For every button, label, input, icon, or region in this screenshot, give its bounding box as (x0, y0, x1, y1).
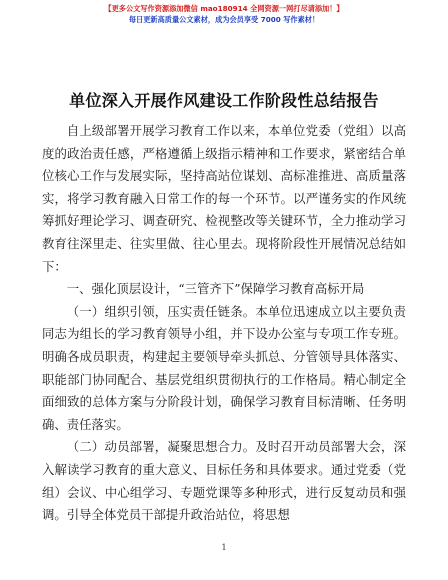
header-promo-line-2: 每日更新高质量公文素材，成为会员享受 7000 写作素材！ (128, 15, 320, 24)
header-banner (0, 3, 448, 25)
section-heading-1: 一、强化顶层设计，“三管齐下”保障学习教育高标开局 (66, 281, 365, 297)
header-promo-line-1: 【更多公文写作资源添加微信 mao180914 全网资源一网打尽请添加！】 (104, 4, 344, 13)
document-title: 单位深入开展作风建设工作阶段性总结报告 (69, 91, 379, 110)
paragraph-mobilization: （二）动员部署，凝聚思想合力。及时召开动员部署大会，深入解读学习教育的重大意义、目标任务和具体要求。通过党委（党组）会议、中心组学习、专题党课等多种形式，进行反复动员和强调。引导全体党员干部提升政治站位，将思想 (42, 439, 406, 523)
paragraph-intro: 自上级部署开展学习教育工作以来，本单位党委（党组）以高度的政治责任感，严格遵循上级指示精神和工作要求，紧密结合单位核心工作与发展实际，坚持高站位谋划、高标准推进、高质量落实，将学习教育融入日常工作的每一个环节。以严谨务实的作风统筹抓好理论学习、调查研究、检视整改等关键环节，全力推动学习教育往深里走、往实里做、往心里去。现将阶段性开展情况总结如下： (42, 123, 406, 274)
page-number: 1 (221, 543, 227, 552)
document-body (42, 120, 406, 527)
paragraph-organization: （一）组织引领，压实责任链条。本单位迅速成立以主要负责同志为组长的学习教育领导小组，并下设办公室与专项工作专班。明确各成员职责，构建起主要领导牵头抓总、分管领导具体落实、职能部门协同配合、基层党组织贯彻执行的工作格局。精心制定全面细致的总体方案与分阶段计划，确保学习教育目标清晰、任务明确、责任落实。 (42, 303, 406, 432)
